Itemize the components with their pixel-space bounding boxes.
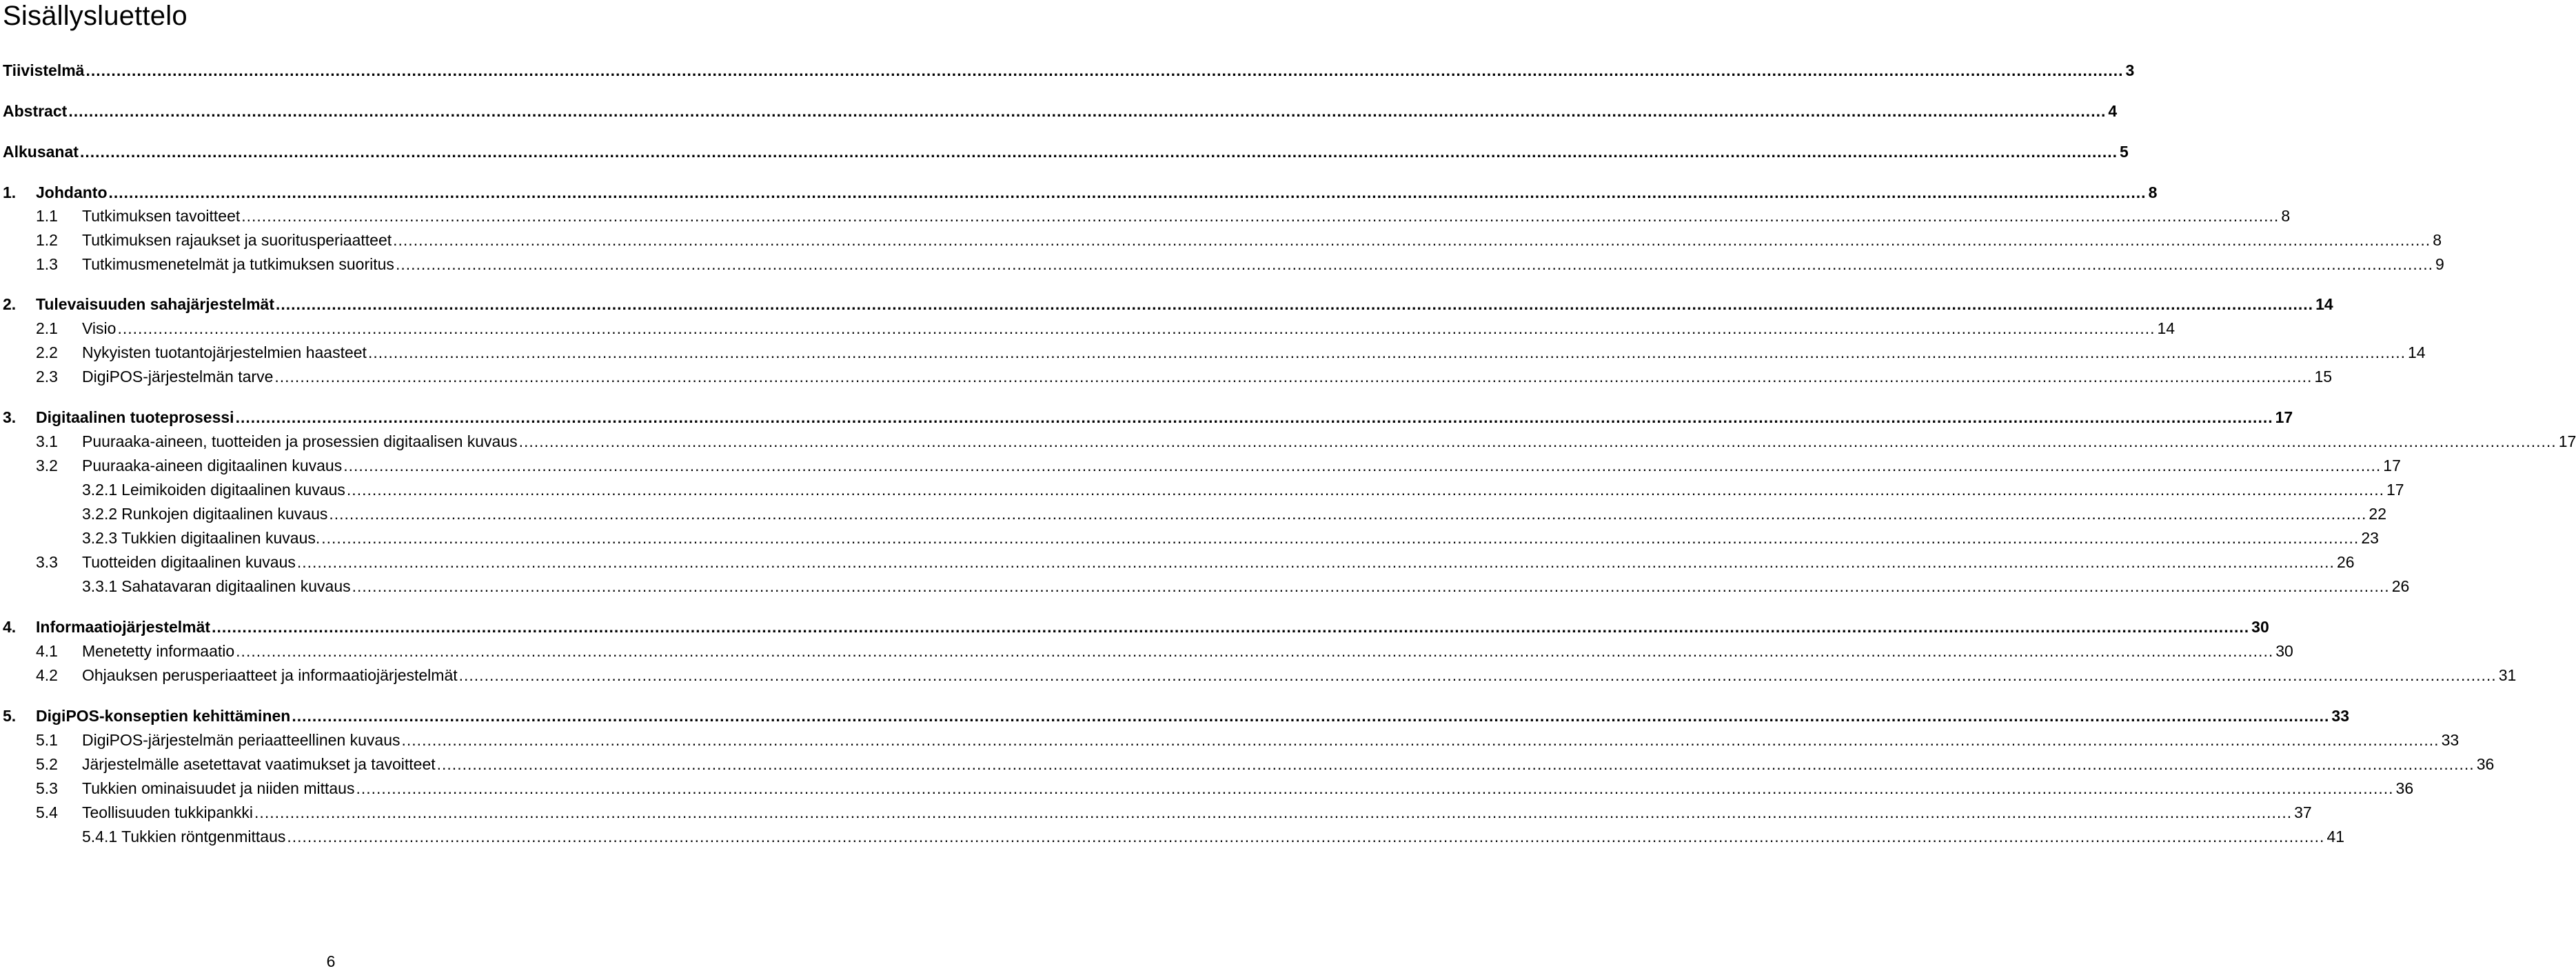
toc-entry-number: 5. <box>3 707 17 725</box>
toc-entry-title: Tiivistelmä <box>3 61 85 79</box>
toc-entry[interactable] <box>0 528 2379 548</box>
dot-leader: ................................................................................................................................................................................................................................................................................................................................................................................................................ <box>367 343 2406 361</box>
toc-entry[interactable] <box>0 254 2444 274</box>
toc-entry[interactable] <box>0 101 2118 121</box>
toc-entry[interactable] <box>0 206 2291 226</box>
dot-leader: ................................................................................................................................................................................................................................................................................................................................................................................................................ <box>321 529 2360 547</box>
toc-entry[interactable] <box>0 665 2517 685</box>
toc-entry-page: 31 <box>2498 666 2517 684</box>
toc-entry-page: 14 <box>2315 295 2333 313</box>
toc-entry-number: 5.4.1 <box>82 828 118 845</box>
dot-leader: ................................................................................................................................................................................................................................................................................................................................................................................................................ <box>85 61 2124 79</box>
toc-entry[interactable] <box>0 779 2414 798</box>
toc-entry-page: 36 <box>2476 755 2495 773</box>
toc-entry[interactable] <box>0 827 2345 846</box>
toc-entry-number: 2. <box>3 295 17 313</box>
toc-entry-page: 4 <box>2108 102 2118 120</box>
toc-entry-title: Abstract <box>3 102 68 120</box>
toc-entry[interactable] <box>0 504 2387 523</box>
toc-entry-number: 1.1 <box>36 207 58 225</box>
toc-entry-page: 5 <box>2120 143 2129 161</box>
dot-leader: ................................................................................................................................................................................................................................................................................................................................................................................................................ <box>276 295 2314 313</box>
toc-entry-page: 33 <box>2331 707 2349 725</box>
toc-entry-title: Leimikoiden digitaalinen kuvaus <box>121 481 345 499</box>
toc-entry-title: Tukkien röntgenmittaus <box>121 828 286 845</box>
dot-leader: ................................................................................................................................................................................................................................................................................................................................................................................................................ <box>236 642 2274 660</box>
toc-entry[interactable] <box>0 641 2293 661</box>
toc-entry-page: 8 <box>2433 231 2442 249</box>
toc-entry-title: Johdanto <box>36 183 108 201</box>
toc-entry[interactable] <box>0 577 2410 596</box>
dot-leader: ................................................................................................................................................................................................................................................................................................................................................................................................................ <box>241 207 2280 225</box>
dot-leader: ................................................................................................................................................................................................................................................................................................................................................................................................................ <box>436 755 2475 773</box>
dot-leader: ................................................................................................................................................................................................................................................................................................................................................................................................................ <box>356 779 2394 797</box>
toc-entry[interactable] <box>0 294 2333 314</box>
dot-leader: ................................................................................................................................................................................................................................................................................................................................................................................................................ <box>108 183 2147 201</box>
toc-entry[interactable] <box>0 142 2129 161</box>
toc-entry-page: 8 <box>2281 207 2291 225</box>
toc-entry-page: 26 <box>2336 553 2355 571</box>
toc-entry-page: 14 <box>2157 319 2176 337</box>
toc-entry-title: DigiPOS-järjestelmän periaatteellinen kuvaus <box>82 731 400 749</box>
page-title: Sisällysluettelo <box>3 1 187 31</box>
dot-leader: ................................................................................................................................................................................................................................................................................................................................................................................................................ <box>393 231 2431 249</box>
toc-entry-title: Informaatiojärjestelmät <box>36 618 211 636</box>
toc-entry-title: DigiPOS-konseptien kehittäminen <box>36 707 291 725</box>
toc-entry-page: 30 <box>2275 642 2293 660</box>
toc-entry-title: Teollisuuden tukkipankki <box>82 803 254 821</box>
toc-entry-title: Puuraaka-aineen digitaalinen kuvaus <box>82 457 343 474</box>
toc-entry-number: 3.3 <box>36 553 58 571</box>
dot-leader: ................................................................................................................................................................................................................................................................................................................................................................................................................ <box>329 505 2367 523</box>
toc-entry[interactable] <box>0 432 2576 451</box>
dot-leader: ................................................................................................................................................................................................................................................................................................................................................................................................................ <box>292 707 2330 725</box>
dot-leader: ................................................................................................................................................................................................................................................................................................................................................................................................................ <box>296 553 2335 571</box>
toc-entry-title: Digitaalinen tuoteprosessi <box>36 408 234 426</box>
toc-entry-number: 3. <box>3 408 17 426</box>
toc-entry-page: 17 <box>2558 432 2576 450</box>
toc-entry[interactable] <box>0 61 2135 80</box>
dot-leader: ................................................................................................................................................................................................................................................................................................................................................................................................................ <box>287 828 2325 845</box>
toc-entry-page: 23 <box>2361 529 2379 547</box>
dot-leader: ................................................................................................................................................................................................................................................................................................................................................................................................................ <box>212 618 2250 636</box>
toc-entry-number: 3.2 <box>36 457 58 474</box>
toc-entry-title: Puuraaka-aineen, tuotteiden ja prosessien digitaalisen kuvaus <box>82 432 518 450</box>
toc-entry-title: Nykyisten tuotantojärjestelmien haasteet <box>82 343 367 361</box>
toc-entry[interactable] <box>0 617 2269 637</box>
toc-entry[interactable] <box>0 754 2495 774</box>
toc-entry-number: 3.2.1 <box>82 481 118 499</box>
toc-entry-page: 14 <box>2408 343 2426 361</box>
toc-entry-page: 17 <box>2275 408 2293 426</box>
toc-entry[interactable] <box>0 706 2349 725</box>
toc-entry-title: Alkusanat <box>3 143 79 161</box>
toc-entry-number: 5.2 <box>36 755 58 773</box>
toc-entry-title: Menetetty informaatio <box>82 642 235 660</box>
dot-leader: ................................................................................................................................................................................................................................................................................................................................................................................................................ <box>395 255 2433 273</box>
toc-entry[interactable] <box>0 408 2293 427</box>
toc-entry-page: 3 <box>2125 61 2135 79</box>
toc-entry-number: 5.3 <box>36 779 58 797</box>
toc-entry-number: 3.2.2 <box>82 505 118 523</box>
toc-entry[interactable] <box>0 230 2442 250</box>
page-number: 6 <box>326 952 336 970</box>
dot-leader: ................................................................................................................................................................................................................................................................................................................................................................................................................ <box>401 731 2440 749</box>
toc-entry-number: 2.1 <box>36 319 58 337</box>
toc-entry-number: 5.1 <box>36 731 58 749</box>
toc-entry-page: 17 <box>2386 481 2404 499</box>
toc-entry-title: Tulevaisuuden sahajärjestelmät <box>36 295 274 313</box>
toc-entry[interactable] <box>0 480 2404 499</box>
toc-entry-number: 5.4 <box>36 803 58 821</box>
toc-entry-page: 41 <box>2326 828 2345 845</box>
toc-entry-title: Sahatavaran digitaalinen kuvaus <box>121 577 351 595</box>
toc-entry-page: 15 <box>2314 368 2333 386</box>
toc-entry-number: 3.1 <box>36 432 58 450</box>
toc-entry-title: Tukkien ominaisuudet ja niiden mittaus <box>82 779 355 797</box>
toc-entry-title: Tutkimusmenetelmät ja tutkimuksen suoritus <box>82 255 394 273</box>
toc-entry[interactable] <box>0 456 2401 475</box>
toc-entry-page: 22 <box>2369 505 2387 523</box>
toc-entry-page: 26 <box>2391 577 2410 595</box>
toc-entry-title: Järjestelmälle asetettavat vaatimukset ja tavoitteet <box>82 755 436 773</box>
dot-leader: ................................................................................................................................................................................................................................................................................................................................................................................................................ <box>79 143 2118 161</box>
toc-entry-title: Tukkien digitaalinen kuvaus. <box>121 529 321 547</box>
toc-entry[interactable] <box>0 367 2333 386</box>
dot-leader: ................................................................................................................................................................................................................................................................................................................................................................................................................ <box>458 666 2497 684</box>
toc-entry-title: DigiPOS-järjestelmän tarve <box>82 368 274 386</box>
toc-entry[interactable] <box>0 183 2158 202</box>
toc-entry-number: 1. <box>3 183 17 201</box>
toc-entry-number: 1.2 <box>36 231 58 249</box>
toc-entry-number: 4. <box>3 618 17 636</box>
toc-entry-page: 33 <box>2441 731 2460 749</box>
toc-entry-number: 4.2 <box>36 666 58 684</box>
dot-leader: ................................................................................................................................................................................................................................................................................................................................................................................................................ <box>274 368 2313 386</box>
toc-entry-title: Tuotteiden digitaalinen kuvaus <box>82 553 296 571</box>
toc-entry-page: 36 <box>2395 779 2414 797</box>
dot-leader: ................................................................................................................................................................................................................................................................................................................................................................................................................ <box>343 457 2382 474</box>
toc-entry[interactable] <box>0 552 2355 572</box>
dot-leader: ................................................................................................................................................................................................................................................................................................................................................................................................................ <box>117 319 2156 337</box>
dot-leader: ................................................................................................................................................................................................................................................................................................................................................................................................................ <box>518 432 2557 450</box>
dot-leader: ................................................................................................................................................................................................................................................................................................................................................................................................................ <box>254 803 2293 821</box>
toc-entry-page: 37 <box>2294 803 2312 821</box>
toc-entry[interactable] <box>0 730 2460 750</box>
toc-entry-title: Visio <box>82 319 116 337</box>
dot-leader: ................................................................................................................................................................................................................................................................................................................................................................................................................ <box>68 102 2107 120</box>
toc-entry-number: 3.2.3 <box>82 529 118 547</box>
toc-entry[interactable] <box>0 803 2312 822</box>
toc-entry-title: Runkojen digitaalinen kuvaus <box>121 505 328 523</box>
toc-entry-title: Tutkimuksen tavoitteet <box>82 207 241 225</box>
toc-entry-page: 30 <box>2251 618 2269 636</box>
toc-entry-title: Ohjauksen perusperiaatteet ja informaatiojärjestelmät <box>82 666 458 684</box>
toc-entry-number: 2.3 <box>36 368 58 386</box>
dot-leader: ................................................................................................................................................................................................................................................................................................................................................................................................................ <box>352 577 2390 595</box>
toc-entry-page: 9 <box>2435 255 2444 273</box>
toc-entry-number: 4.1 <box>36 642 58 660</box>
toc-entry-number: 1.3 <box>36 255 58 273</box>
dot-leader: ................................................................................................................................................................................................................................................................................................................................................................................................................ <box>346 481 2384 499</box>
toc-entry[interactable] <box>0 319 2176 338</box>
toc-entry-number: 3.3.1 <box>82 577 118 595</box>
toc-entry-number: 2.2 <box>36 343 58 361</box>
toc-entry-page: 8 <box>2148 183 2158 201</box>
toc-entry[interactable] <box>0 343 2426 362</box>
toc-entry-page: 17 <box>2383 457 2401 474</box>
dot-leader: ................................................................................................................................................................................................................................................................................................................................................................................................................ <box>235 408 2273 426</box>
toc-entry-title: Tutkimuksen rajaukset ja suoritusperiaatteet <box>82 231 392 249</box>
